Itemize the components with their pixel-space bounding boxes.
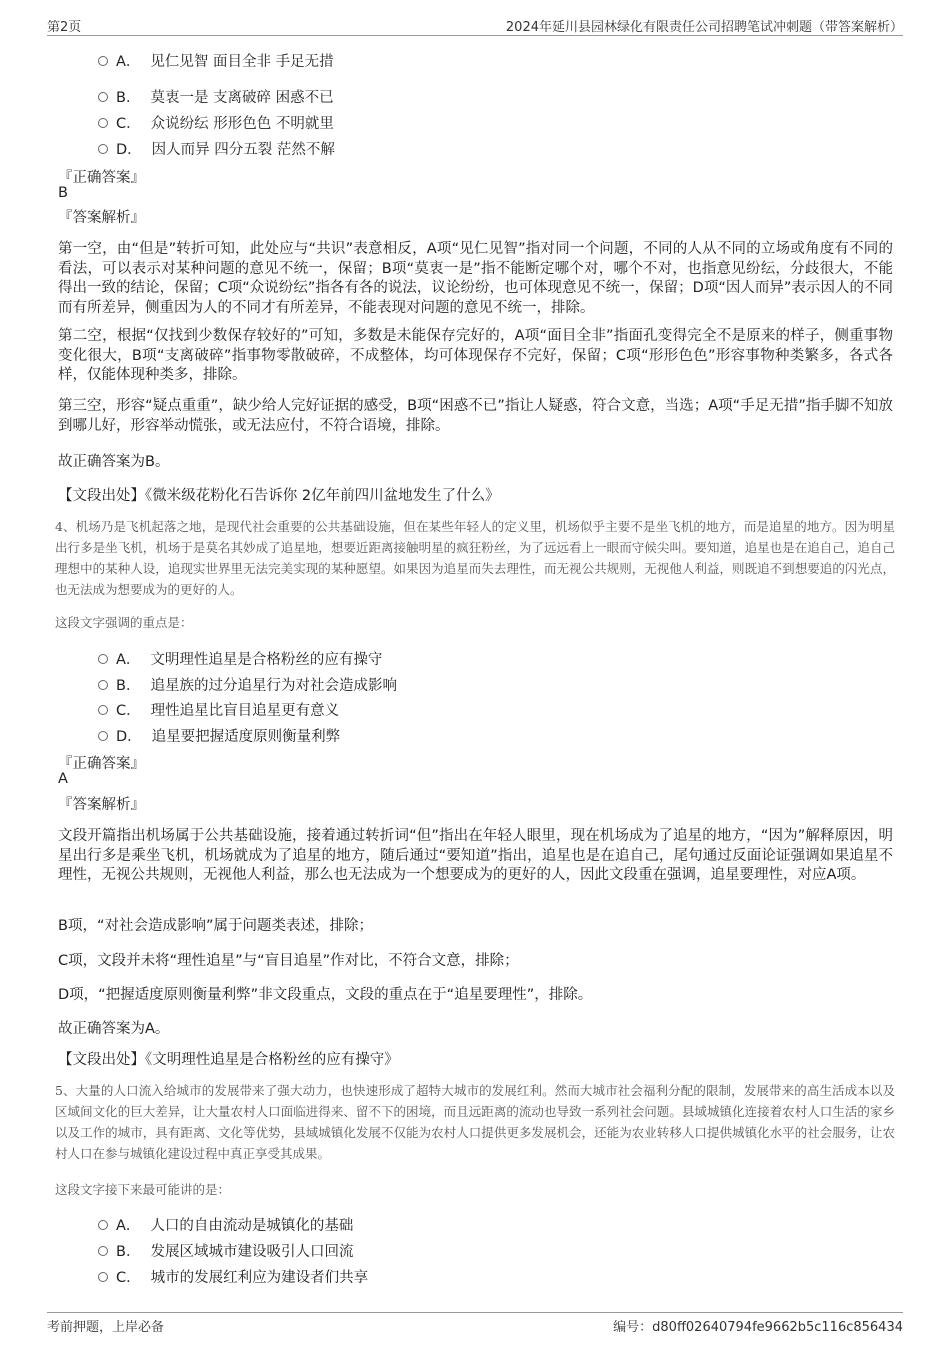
- code-label: 编号：: [613, 1320, 653, 1335]
- q4-answer: A: [58, 771, 68, 787]
- code-value: d80ff02640794fe9662b5c116c856434: [652, 1320, 903, 1335]
- q4-question: 这段文字强调的重点是：: [55, 615, 193, 630]
- radio-icon[interactable]: [98, 144, 108, 154]
- page-header: [47, 13, 903, 36]
- q4-option-d[interactable]: D． 追星要把握适度原则衡量利弊: [98, 725, 340, 746]
- radio-icon[interactable]: [98, 654, 108, 664]
- q5-stem: 5、大量的人口流入给城市的发展带来了强大动力，也快速形成了超特大城市的发展红利。然而大城市社会福利分配的限制，发展带来的高生活成本以及区域间文化的巨大差异，让大量农村人口面临进得来、留不下的困境，而且远距离的流动也导致一系列社会问题。县域城镇化连接着农村人口生活的家乡以及工作的城市，具有距离、文化等优势，县域城镇化发展不仅能为农村人口提供更多发展机会，还能为农业转移人口提供城镇化水平的社会服务，让农村人口在参与城镇化建设过程中真正享受其成果。: [55, 1083, 895, 1161]
- q3-analysis-label: 『答案解析』: [58, 210, 145, 226]
- q3-analysis-2: 第二空，根据“仅找到少数保存较好的”可知，多数是未能保存完好的，A项“面目全非”指面孔变得完全不是原来的样子，侧重事物变化很大，B项“支离破碎”指事物零散破碎，不成整体，均可体现保存不完好，保留；C项“形形色色”形容事物种类繁多，各式各样，仅能体现种类多，排除。: [58, 328, 893, 383]
- q3-option-b[interactable]: B． 莫衷一是 支离破碎 困惑不已: [98, 86, 334, 107]
- q5-option-b[interactable]: B． 发展区域城市建设吸引人口回流: [98, 1240, 353, 1261]
- q4-analysis-b: B项，“对社会造成影响”属于问题类表述，排除；: [58, 918, 373, 934]
- page-footer: [47, 1312, 903, 1335]
- q3-option-c[interactable]: C． 众说纷纭 形形色色 不明就里: [98, 112, 334, 133]
- radio-icon[interactable]: [98, 92, 108, 102]
- q4-stem: 4、机场乃是飞机起落之地，是现代社会重要的公共基础设施，但在某些年轻人的定义里，机场似乎主要不是坐飞机的地方，而是追星的地方。因为明星出行多是坐飞机，机场于是莫名其妙成了追星地，想要近距离接触明星的疯狂粉丝，为了远远看上一眼而守候尖叫。要知道，追星也是在追自己，追自己理想中的某种人设，追现实世界里无法完美实现的某种愿望。如果因为追星而失去理性，而无视公共规则，无视他人利益，则既追不到想要追的闪光点，也无法成为想要成为的更好的人。: [55, 519, 895, 597]
- document-title: 2024年延川县园林绿化有限责任公司招聘笔试冲刺题（带答案解析）: [505, 20, 903, 35]
- radio-icon[interactable]: [98, 1246, 108, 1256]
- q4-source: 【文段出处】《文明理性追星是合格粉丝的应有操守》: [58, 1052, 399, 1068]
- q4-option-a[interactable]: A． 文明理性追星是合格粉丝的应有操守: [98, 648, 382, 669]
- q4-option-b[interactable]: B． 追星族的过分追星行为对社会造成影响: [98, 674, 397, 695]
- q3-conclusion: 故正确答案为B。: [58, 454, 170, 470]
- document-code: [613, 1316, 903, 1335]
- radio-icon[interactable]: [98, 1220, 108, 1230]
- q3-option-d[interactable]: D． 因人而异 四分五裂 茫然不解: [98, 138, 335, 159]
- radio-icon[interactable]: [98, 731, 108, 741]
- footer-slogan: 考前押题，上岸必备: [47, 1320, 165, 1335]
- q5-option-a[interactable]: A． 人口的自由流动是城镇化的基础: [98, 1214, 353, 1235]
- radio-icon[interactable]: [98, 56, 108, 66]
- q5-option-c[interactable]: C． 城市的发展红利应为建设者们共享: [98, 1266, 368, 1287]
- q4-analysis-label: 『答案解析』: [58, 797, 145, 813]
- q4-option-c[interactable]: C． 理性追星比盲目追星更有意义: [98, 699, 339, 720]
- q4-analysis-d: D项，“把握适度原则衡量利弊”非文段重点，文段的重点在于“追星要理性”，排除。: [58, 987, 593, 1003]
- radio-icon[interactable]: [98, 118, 108, 128]
- q3-source: 【文段出处】《微米级花粉化石告诉你 2亿年前四川盆地发生了什么》: [58, 488, 500, 504]
- q3-answer: B: [58, 185, 68, 201]
- q4-analysis-1: 文段开篇指出机场属于公共基础设施，接着通过转折词“但”指出在年轻人眼里，现在机场成为了追星的地方，“因为”解释原因，明星出行多是乘坐飞机，机场就成为了追星的地方，随后通过“要知道”指出，追星也是在追自己，尾句通过反面论证强调如果追星不理性，无视公共规则，无视他人利益，那么也无法成为一个想要成为的更好的人，因此文段重在强调，追星要理性，对应A项。: [58, 828, 893, 883]
- q3-answer-label: 『正确答案』: [58, 170, 145, 186]
- q4-conclusion: 故正确答案为A。: [58, 1021, 170, 1037]
- radio-icon[interactable]: [98, 680, 108, 690]
- q5-question: 这段文字接下来最可能讲的是：: [55, 1182, 231, 1197]
- q3-option-a[interactable]: A． 见仁见智 面目全非 手足无措: [98, 50, 334, 71]
- q4-analysis-c: C项，文段并未将“理性追星”与“盲目追星”作对比，不符合文意，排除；: [58, 953, 519, 969]
- radio-icon[interactable]: [98, 705, 108, 715]
- radio-icon[interactable]: [98, 1272, 108, 1282]
- page-number: 第2页: [47, 20, 82, 35]
- q3-analysis-1: 第一空，由“但是”转折可知，此处应与“共识”表意相反，A项“见仁见智”指对同一个问题，不同的人从不同的立场或角度有不同的看法，可以表示对某种问题的意见不统一，保留；B项“莫衷一是”指不能断定哪个对，哪个不对，也指意见纷纭，分歧很大，不能得出一致的结论，保留；C项“众说纷纭”指各有各的说法，议论纷纷，也可体现意见不统一，保留；D项“因人而异”表示因人的不同而有所差异，侧重因为人的不同才有所差异，不能表现对问题的意见不统一，排除。: [58, 241, 893, 316]
- q3-analysis-3: 第三空，形容“疑点重重”，缺少给人完好证据的感受，B项“困惑不已”指让人疑惑，符合文意，当选；A项“手足无措”指手脚不知放到哪儿好，形容举动慌张，或无法应付，不符合语境，排除。: [58, 398, 893, 434]
- q4-answer-label: 『正确答案』: [58, 756, 145, 772]
